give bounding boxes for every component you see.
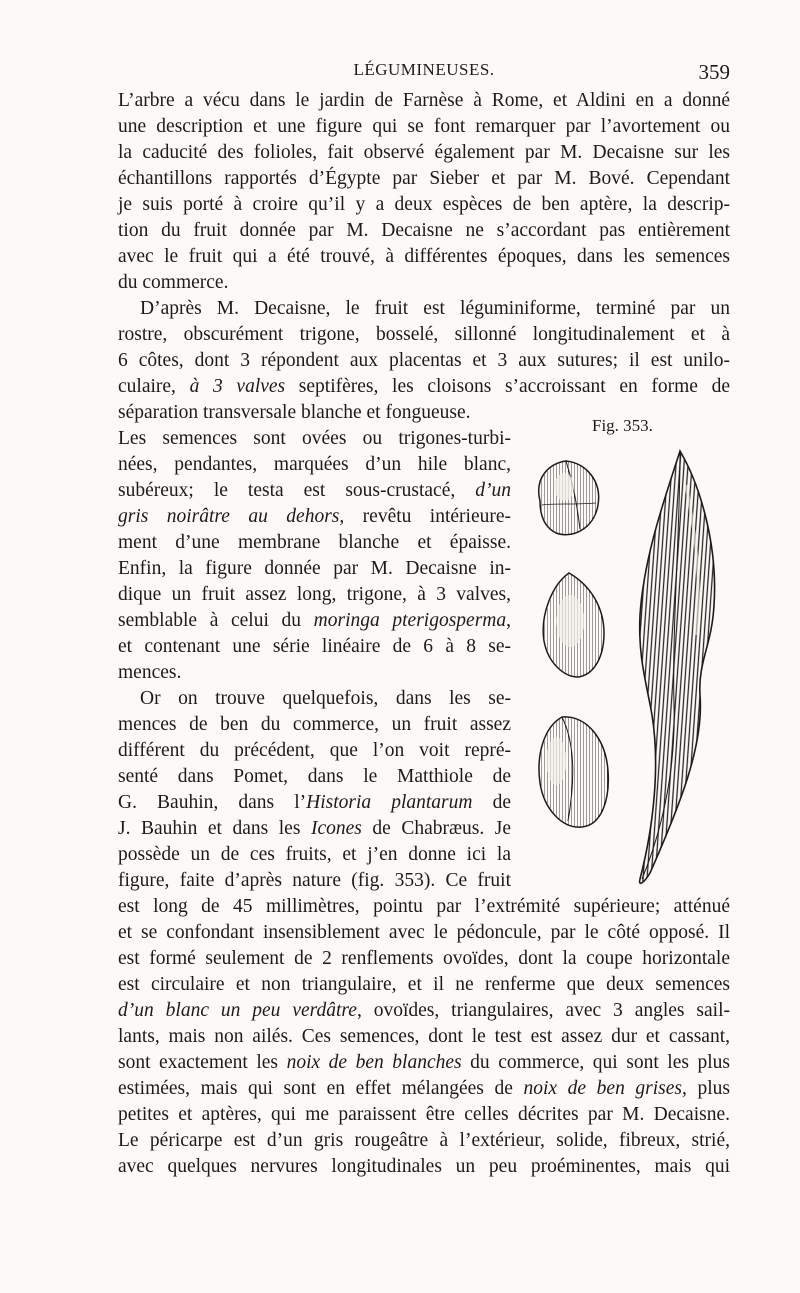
text-line [118,348,730,374]
text-run: subéreux; le testa est sous-crustacé, [118,480,476,501]
text-run: avec le fruit qui a été trouvé, à différentes époques, dans les semences [118,246,730,267]
text-run: et se confondant insensiblement avec le pédoncule, par le côté opposé. Il [118,922,730,943]
text-line [118,1076,730,1102]
seed-bottom-illustration [539,717,608,827]
text-run: une description et une figure qui se font remarquer par l’avortement ou [118,116,730,137]
text-line [118,972,730,998]
italic-text: à 3 valves [189,376,286,397]
text-run: , [506,610,511,631]
text-run: Enfin, la figure donnée par M. Decaisne in- [118,558,511,579]
text-line [118,322,730,348]
text-line [118,946,730,972]
text-run: G. Bauhin, dans l’ [118,792,307,813]
text-run: petites et aptères, qui me paraissent être celles décrites par M. Decaisne. [118,1104,730,1125]
text-run: du commerce. [118,272,229,293]
text-line [118,1024,730,1050]
text-line [118,998,730,1024]
seed-top-illustration [539,461,599,535]
text-line [118,712,511,738]
text-line [118,556,511,582]
page-number: 359 [698,60,730,84]
text-run: la caducité des folioles, fait observé également par M. Decaisne sur les [118,142,730,163]
text-run: L’arbre a vécu dans le jardin de Farnèse à Rome, et Aldini en a donné [118,90,730,111]
text-line [118,140,730,166]
text-run: Le péricarpe est d’un gris rougeâtre à l’extérieur, solide, fibreux, strié, [118,1130,730,1151]
figure-caption: Fig. 353. [592,416,653,435]
text-run: nées, pendantes, marquées d’un hile blanc, [118,454,511,475]
text-run: semblable à celui du [118,610,314,631]
text-run: estimées, mais qui sont en effet mélangées de [118,1078,524,1099]
text-run: je suis porté à croire qu’il y a deux espèces de ben aptère, la descrip- [118,194,730,215]
text-line [118,842,511,868]
text-line [118,764,511,790]
text-run: sont exactement les [118,1052,287,1073]
text-line [118,686,511,712]
text-run: séparation transversale blanche et fongueuse. [118,402,471,423]
text-line [118,1154,730,1180]
text-line [118,244,730,270]
italic-text: Historia plantarum [306,792,473,813]
text-line [118,374,730,400]
text-line [118,452,511,478]
running-title: LÉGUMINEUSES. [353,60,495,79]
text-line [118,478,511,504]
italic-text: d’un [475,480,511,501]
text-line [118,530,511,556]
text-run: tion du fruit donnée par M. Decaisne ne s’accordant pas entièrement [118,220,730,241]
text-line [118,634,511,660]
text-run: différent du précédent, que l’on voit repré- [118,740,511,761]
text-line [118,1102,730,1128]
text-run: 6 côtes, dont 3 répondent aux placentas et 3 aux sutures; il est unilo- [118,350,730,371]
text-run: , plus [682,1078,730,1099]
seed-middle-illustration [543,573,604,677]
text-line [118,504,511,530]
text-run: est formé seulement de 2 renflements ovoïdes, dont la coupe horizontale [118,948,730,969]
text-run: figure, faite d’après nature (fig. 353). Ce fruit [118,870,511,891]
page-header [118,60,730,86]
text-run: mences. [118,662,182,683]
text-line [118,114,730,140]
text-line [118,790,511,816]
text-run: culaire, [118,376,190,397]
text-line [118,738,511,764]
text-run: de Chabræus. Je [361,818,511,839]
text-run: , ovoïdes, triangulaires, avec 3 angles sail- [356,1000,730,1021]
text-run: avec quelques nervures longitudinales un peu proéminentes, mais qui [118,1156,730,1177]
text-line [118,296,730,322]
text-run: dique un fruit assez long, trigone, à 3 valves, [118,584,511,605]
text-run: senté dans Pomet, dans le Matthiole de [118,766,511,787]
text-run: Les semences sont ovées ou trigones-turbi- [118,428,511,449]
text-run: ment d’une membrane blanche et épaisse. [118,532,511,553]
figure-353-illustration [520,445,730,890]
text-run: rostre, obscurément trigone, bosselé, sillonné longitudinalement et à [118,324,730,345]
text-line [118,88,730,114]
text-run: est long de 45 millimètres, pointu par l’extrémité supérieure; atténué [118,896,730,917]
text-run: échantillons rapportés d’Égypte par Sieber et par M. Bové. Cependant [118,168,730,189]
text-run: du commerce, qui sont les plus [461,1052,731,1073]
text-line [118,868,511,894]
italic-text: moringa pterigosperma [313,610,507,631]
ben-fruit-pod-illustration [640,451,715,883]
italic-text: d’un blanc un peu verdâtre [118,1000,357,1021]
text-line [118,608,511,634]
text-run: est circulaire et non triangulaire, et il ne renferme que deux semences [118,974,730,995]
text-line [118,582,511,608]
italic-text: noix de ben blanches [286,1052,462,1073]
text-run: J. Bauhin et dans les [118,818,311,839]
text-run: D’après M. Decaisne, le fruit est léguminiforme, terminé par un [140,298,730,319]
text-line [118,920,730,946]
text-line [118,426,511,452]
italic-text: Icones [310,818,362,839]
text-line [118,660,511,686]
text-run: et contenant une série linéaire de 6 à 8 se- [118,636,511,657]
text-run: Or on trouve quelquefois, dans les se- [140,688,511,709]
italic-text: gris noirâtre au dehors [118,506,340,527]
text-line [118,816,511,842]
text-run: lants, mais non ailés. Ces semences, dont le test est assez dur et cassant, [118,1026,730,1047]
text-line [118,1050,730,1076]
text-line [118,270,730,296]
text-run: , revêtu intérieure- [339,506,512,527]
text-line [118,1128,730,1154]
text-line [118,166,730,192]
text-line [118,218,730,244]
text-line [118,192,730,218]
text-line [118,894,730,920]
text-run: septifères, les cloisons s’accroissant en forme de [285,376,731,397]
text-run: possède un de ces fruits, et j’en donne ici la [118,844,511,865]
text-run: mences de ben du commerce, un fruit assez [118,714,511,735]
text-run: de [472,792,511,813]
italic-text: noix de ben grises [523,1078,683,1099]
